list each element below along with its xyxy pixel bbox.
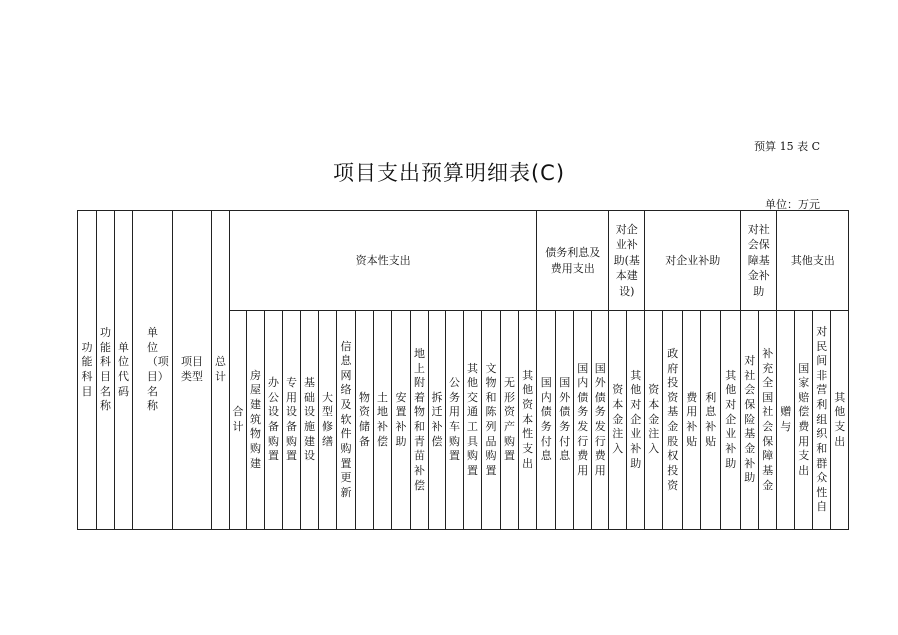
sub-header-cell: 其他资本性支出	[519, 311, 537, 530]
header-cell-function-subject-name: 功能科目名称	[97, 211, 115, 530]
sub-header-cell: 其他对企业补助	[721, 311, 741, 530]
sub-header-cell: 其他支出	[831, 311, 849, 530]
unit-label: 单位：万元	[765, 198, 820, 211]
page-title: 项目支出预算明细表(C)	[332, 161, 566, 185]
sub-header-cell: 对社会保险基金补助	[741, 311, 759, 530]
sub-header-cell: 大型修缮	[319, 311, 337, 530]
sub-header-cell: 信息网络及软件购置更新	[337, 311, 356, 530]
sub-header-cell: 国内债务付息	[537, 311, 556, 530]
header-cell-function-subject: 功能科目	[78, 211, 97, 530]
sub-header-cell: 物资储备	[356, 311, 374, 530]
sub-header-cell: 资本金注入	[645, 311, 663, 530]
sub-header-cell: 资本金注入	[609, 311, 627, 530]
sub-header-cell: 文物和陈列品购置	[482, 311, 501, 530]
group-header-enterprise-subsidy-capital: 对企业补助(基本建设)	[609, 211, 645, 311]
sub-header-cell: 国外债务发行费用	[592, 311, 609, 530]
sub-header-cell: 地上附着物和青苗补偿	[411, 311, 429, 530]
sub-header-cell: 办公设备购置	[265, 311, 283, 530]
budget-table	[77, 210, 849, 530]
header-cell-unit-name: 单位（项目）名称	[133, 211, 173, 530]
sub-header-cell: 专用设备购置	[283, 311, 301, 530]
sub-header-cell: 土地补偿	[374, 311, 392, 530]
sub-header-cell: 利息补贴	[701, 311, 721, 530]
sub-header-cell: 安置补助	[392, 311, 411, 530]
header-cell-total: 总计	[212, 211, 230, 530]
sub-header-cell: 费用补贴	[683, 311, 701, 530]
sub-header-cell: 补充全国社会保障基金	[759, 311, 777, 530]
sub-header-cell: 拆迁补偿	[429, 311, 446, 530]
sub-header-cell: 房屋建筑物购建	[247, 311, 265, 530]
sub-header-cell: 对民间非营利组织和群众性自	[813, 311, 831, 530]
sub-header-cell: 基础设施建设	[301, 311, 319, 530]
sub-header-cell: 政府投资基金股权投资	[663, 311, 683, 530]
form-code: 预算 15 表 C	[754, 140, 820, 153]
group-header-social-security-fund: 对社会保障基金补助	[741, 211, 777, 311]
sub-header-cell: 其他交通工具购置	[464, 311, 482, 530]
sub-header-cell: 其他对企业补助	[627, 311, 645, 530]
sub-header-cell: 无形资产购置	[501, 311, 519, 530]
sub-header-cell: 国内债务发行费用	[574, 311, 592, 530]
sub-header-cell: 国家赔偿费用支出	[795, 311, 813, 530]
header-cell-unit-code: 单位代码	[115, 211, 133, 530]
group-header-enterprise-subsidy: 对企业补助	[645, 211, 741, 311]
header-cell-project-type: 项目类型	[173, 211, 212, 530]
sub-header-cell: 赠与	[777, 311, 795, 530]
sub-header-cell: 合计	[230, 311, 247, 530]
group-header-other-expenditure: 其他支出	[777, 211, 849, 311]
sub-header-cell: 公务用车购置	[446, 311, 464, 530]
sub-header-cell: 国外债务付息	[556, 311, 574, 530]
group-header-capital-expenditure: 资本性支出	[230, 211, 537, 311]
group-header-debt-interest: 债务利息及费用支出	[537, 211, 609, 311]
